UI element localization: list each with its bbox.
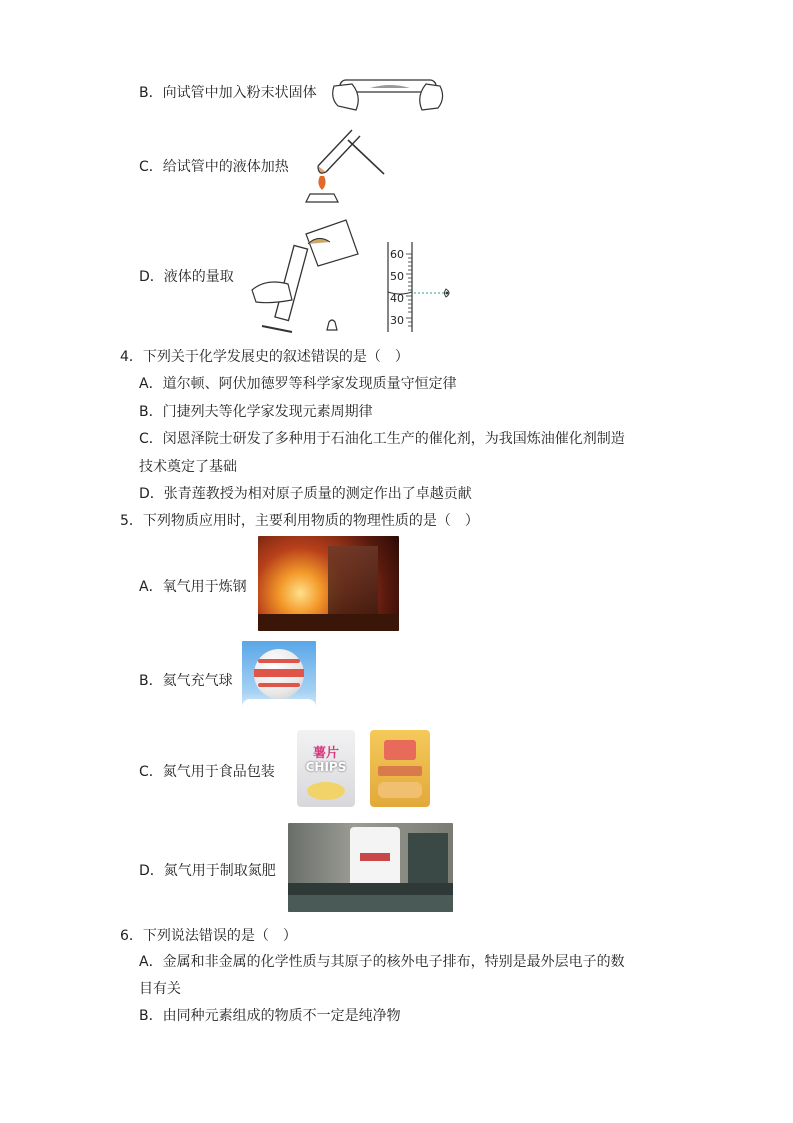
steelmaking-photo xyxy=(258,536,399,631)
q3-option-d: D．液体的量取 xyxy=(139,269,234,285)
chips-bag-yellow xyxy=(370,730,430,807)
graduated-cylinder-scale xyxy=(386,240,456,334)
q4-option-c-line2: 技术奠定了基础 xyxy=(139,459,237,475)
q5-stem: 5．下列物质应用时，主要利用物质的物理性质的是（ ） xyxy=(120,513,479,529)
q6-stem: 6．下列说法错误的是（ ） xyxy=(120,928,297,944)
q4-option-c-line1: C．闵恩泽院士研发了多种用于石油化工生产的催化剂，为我国炼油催化剂制造 xyxy=(139,431,625,447)
tick-label: 50 xyxy=(390,270,404,283)
q5-option-d: D．氮气用于制取氮肥 xyxy=(139,863,276,879)
chips-bag-en-label: CHIPS xyxy=(305,760,347,774)
q6-option-a-line1: A．金属和非金属的化学性质与其原子的核外电子排布，特别是最外层电子的数 xyxy=(139,954,625,970)
tick-label: 30 xyxy=(390,314,404,327)
chips-bag-cn-label: 薯片 xyxy=(312,746,339,761)
q4-stem: 4．下列关于化学发展史的叙述错误的是（ ） xyxy=(120,349,409,365)
balloon-photo xyxy=(242,641,316,714)
q4-option-d: D．张青莲教授为相对原子质量的测定作出了卓越贡献 xyxy=(139,486,472,502)
chips-bag-silver xyxy=(297,730,355,807)
q4-option-a: A．道尔顿、阿伏加德罗等科学家发现质量守恒定律 xyxy=(139,376,457,392)
heating-liquid-illustration xyxy=(304,122,390,208)
fertilizer-factory-photo xyxy=(288,823,453,912)
q3-option-b: B．向试管中加入粉末状固体 xyxy=(139,85,317,101)
tick-label: 60 xyxy=(390,248,404,261)
bottle-stopper-icon xyxy=(324,318,340,332)
tick-label: 40 xyxy=(390,292,404,305)
q4-option-b: B．门捷列夫等化学家发现元素周期律 xyxy=(139,404,373,420)
q6-option-a-line2: 目有关 xyxy=(139,981,181,997)
q5-option-a: A．氧气用于炼钢 xyxy=(139,579,247,595)
test-tube-powder-illustration xyxy=(330,66,446,114)
q3-option-c: C．给试管中的液体加热 xyxy=(139,159,289,175)
pouring-liquid-illustration xyxy=(248,214,368,336)
q5-option-b: B．氦气充气球 xyxy=(139,673,233,689)
q6-option-b: B．由同种元素组成的物质不一定是纯净物 xyxy=(139,1008,401,1024)
q5-option-c: C．氮气用于食品包装 xyxy=(139,764,275,780)
